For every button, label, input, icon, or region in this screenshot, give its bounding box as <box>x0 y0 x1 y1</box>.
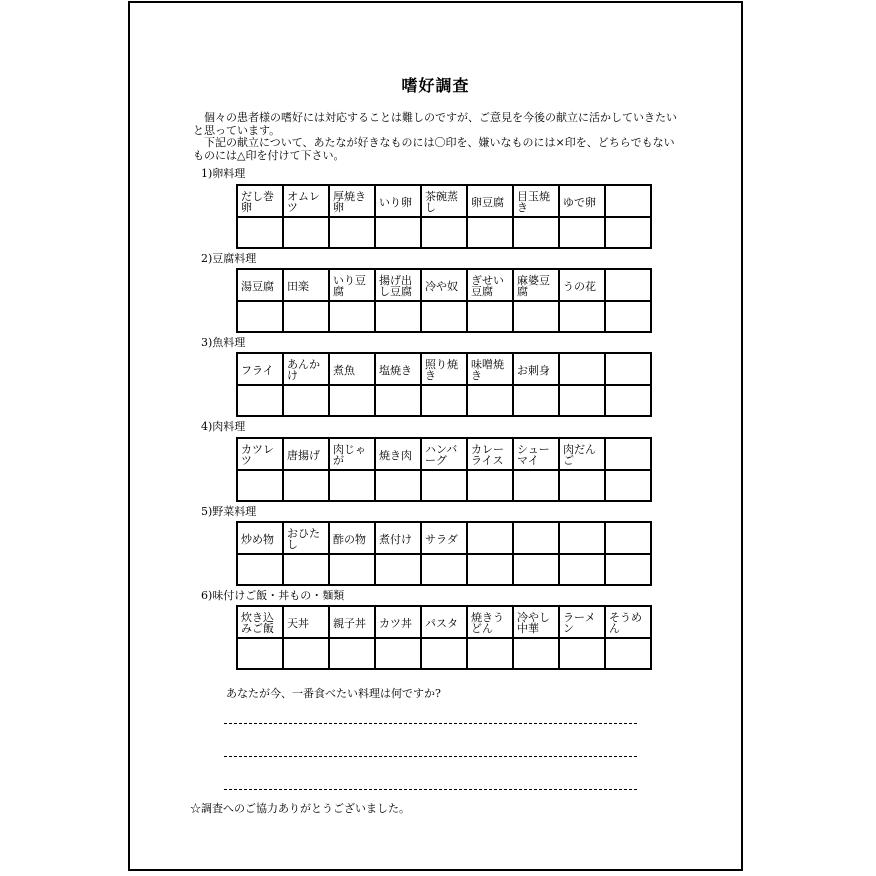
answer-row <box>237 385 651 416</box>
answer-cell[interactable] <box>605 301 651 332</box>
food-cell: うの花 <box>559 269 605 301</box>
answer-cell[interactable] <box>605 554 651 585</box>
section-label: 4)肉料理 <box>201 420 246 433</box>
food-cell <box>605 522 651 554</box>
thanks-text: ☆調査へのご協力ありがとうございました。 <box>190 802 410 815</box>
intro-paragraph-2: 下記の献立について、あたなが好きなものには〇印を、嫌いなものには×印を、どちらでもないものには△印を付けて下さい。 <box>193 136 675 162</box>
food-cell: おひたし <box>283 522 329 554</box>
section-label: 5)野菜料理 <box>201 505 257 518</box>
answer-cell[interactable] <box>283 385 329 416</box>
food-cell <box>559 353 605 385</box>
food-table <box>236 521 652 586</box>
food-cell: 厚焼き卵 <box>329 185 375 217</box>
intro-text <box>193 112 683 162</box>
answer-cell[interactable] <box>283 301 329 332</box>
food-cell: 肉だんご <box>559 438 605 470</box>
food-cell: 田楽 <box>283 269 329 301</box>
answer-cell[interactable] <box>605 217 651 248</box>
food-cell <box>467 522 513 554</box>
answer-cell[interactable] <box>605 638 651 669</box>
answer-cell[interactable] <box>559 638 605 669</box>
food-cell: 照り焼き <box>421 353 467 385</box>
answer-cell[interactable] <box>283 554 329 585</box>
food-cell: 焼きうどん <box>467 606 513 638</box>
food-cell: 焼き肉 <box>375 438 421 470</box>
answer-cell[interactable] <box>559 385 605 416</box>
food-cell: 湯豆腐 <box>237 269 283 301</box>
answer-row <box>237 638 651 669</box>
answer-cell[interactable] <box>237 301 283 332</box>
food-cell: シューマイ <box>513 438 559 470</box>
food-cell: いり豆腐 <box>329 269 375 301</box>
answer-cell[interactable] <box>237 638 283 669</box>
answer-cell[interactable] <box>559 554 605 585</box>
answer-cell[interactable] <box>513 301 559 332</box>
survey-page <box>128 1 743 871</box>
food-cell: 炒め物 <box>237 522 283 554</box>
food-cell: パスタ <box>421 606 467 638</box>
answer-line-1[interactable] <box>224 723 637 724</box>
answer-cell[interactable] <box>467 385 513 416</box>
food-cell: お刺身 <box>513 353 559 385</box>
answer-row <box>237 470 651 501</box>
answer-cell[interactable] <box>283 638 329 669</box>
food-cell: 冷やし中華 <box>513 606 559 638</box>
food-table <box>236 437 652 502</box>
answer-row <box>237 217 651 248</box>
answer-cell[interactable] <box>421 301 467 332</box>
food-cell: いり卵 <box>375 185 421 217</box>
food-name-row <box>237 353 651 385</box>
food-cell <box>605 185 651 217</box>
answer-cell[interactable] <box>329 638 375 669</box>
answer-cell[interactable] <box>375 217 421 248</box>
answer-cell[interactable] <box>467 638 513 669</box>
answer-cell[interactable] <box>513 554 559 585</box>
food-cell <box>559 522 605 554</box>
answer-cell[interactable] <box>375 301 421 332</box>
food-cell: 揚げ出し豆腐 <box>375 269 421 301</box>
answer-cell[interactable] <box>329 217 375 248</box>
food-cell: カツ丼 <box>375 606 421 638</box>
food-cell <box>605 353 651 385</box>
food-cell: 目玉焼き <box>513 185 559 217</box>
food-cell: 煮魚 <box>329 353 375 385</box>
food-cell: 唐揚げ <box>283 438 329 470</box>
answer-cell[interactable] <box>329 470 375 501</box>
food-cell: 親子丼 <box>329 606 375 638</box>
food-cell: ハンバーグ <box>421 438 467 470</box>
answer-cell[interactable] <box>375 638 421 669</box>
answer-cell[interactable] <box>421 554 467 585</box>
food-cell: そうめん <box>605 606 651 638</box>
answer-cell[interactable] <box>513 385 559 416</box>
food-cell: 炊き込みご飯 <box>237 606 283 638</box>
answer-cell[interactable] <box>237 554 283 585</box>
food-cell: 冷や奴 <box>421 269 467 301</box>
answer-cell[interactable] <box>375 385 421 416</box>
food-cell: 塩焼き <box>375 353 421 385</box>
answer-cell[interactable] <box>467 554 513 585</box>
food-cell: ラーメン <box>559 606 605 638</box>
food-table <box>236 352 652 417</box>
page-title: 嗜好調査 <box>401 76 470 95</box>
food-cell <box>605 438 651 470</box>
answer-cell[interactable] <box>605 470 651 501</box>
food-cell: 肉じゃが <box>329 438 375 470</box>
food-table <box>236 268 652 333</box>
answer-cell[interactable] <box>237 385 283 416</box>
answer-cell[interactable] <box>421 470 467 501</box>
answer-line-2[interactable] <box>224 756 637 757</box>
answer-cell[interactable] <box>513 638 559 669</box>
food-cell: 麻婆豆腐 <box>513 269 559 301</box>
food-name-row <box>237 185 651 217</box>
food-cell: オムレツ <box>283 185 329 217</box>
answer-cell[interactable] <box>237 217 283 248</box>
food-name-row <box>237 606 651 638</box>
intro-paragraph-1: 個々の患者様の嗜好には対応することは難しのですが、ご意見を今後の献立に活かしていきたいと思っています。 <box>193 111 677 137</box>
answer-cell[interactable] <box>283 470 329 501</box>
food-cell: カツレツ <box>237 438 283 470</box>
answer-cell[interactable] <box>513 470 559 501</box>
answer-cell[interactable] <box>559 301 605 332</box>
answer-cell[interactable] <box>375 470 421 501</box>
answer-cell[interactable] <box>375 554 421 585</box>
food-cell: カレーライス <box>467 438 513 470</box>
section-label: 2)豆腐料理 <box>201 252 257 265</box>
section-label: 3)魚料理 <box>201 336 246 349</box>
answer-cell[interactable] <box>329 301 375 332</box>
answer-cell[interactable] <box>283 217 329 248</box>
food-name-row <box>237 522 651 554</box>
food-cell: あんかけ <box>283 353 329 385</box>
food-name-row <box>237 438 651 470</box>
answer-row <box>237 301 651 332</box>
section-label: 1)卵料理 <box>201 167 246 180</box>
answer-line-3[interactable] <box>224 789 637 790</box>
food-cell: 茶碗蒸し <box>421 185 467 217</box>
answer-cell[interactable] <box>467 217 513 248</box>
answer-cell[interactable] <box>467 470 513 501</box>
answer-cell[interactable] <box>421 638 467 669</box>
answer-cell[interactable] <box>237 470 283 501</box>
food-cell: 味噌焼き <box>467 353 513 385</box>
food-name-row <box>237 269 651 301</box>
food-cell <box>605 269 651 301</box>
food-cell: ぎせい豆腐 <box>467 269 513 301</box>
answer-cell[interactable] <box>421 217 467 248</box>
food-cell: だし巻卵 <box>237 185 283 217</box>
section-label: 6)味付けご飯・丼もの・麺類 <box>201 589 345 602</box>
answer-cell[interactable] <box>513 217 559 248</box>
food-cell: サラダ <box>421 522 467 554</box>
food-cell: 天丼 <box>283 606 329 638</box>
food-table <box>236 184 652 249</box>
answer-cell[interactable] <box>329 554 375 585</box>
answer-cell[interactable] <box>421 385 467 416</box>
answer-row <box>237 554 651 585</box>
question-text: あなたが今、一番食べたい料理は何ですか? <box>226 687 441 700</box>
answer-cell[interactable] <box>559 470 605 501</box>
food-cell <box>513 522 559 554</box>
food-cell: ゆで卵 <box>559 185 605 217</box>
food-cell: 酢の物 <box>329 522 375 554</box>
answer-cell[interactable] <box>329 385 375 416</box>
answer-cell[interactable] <box>467 301 513 332</box>
food-cell: 煮付け <box>375 522 421 554</box>
food-cell: フライ <box>237 353 283 385</box>
answer-cell[interactable] <box>559 217 605 248</box>
food-table <box>236 605 652 670</box>
food-cell: 卵豆腐 <box>467 185 513 217</box>
answer-cell[interactable] <box>605 385 651 416</box>
